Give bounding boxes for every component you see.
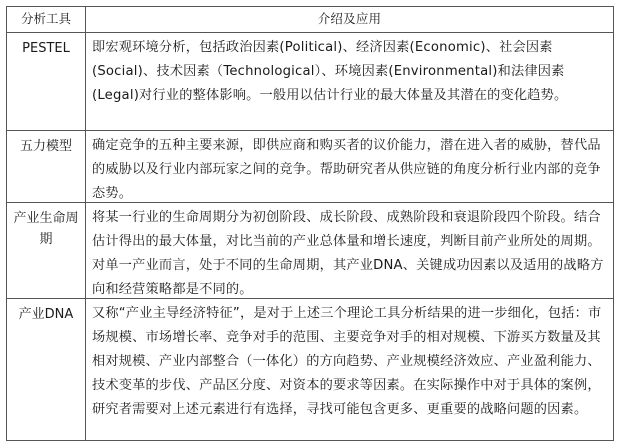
header-tool: 分析工具 — [7, 7, 86, 32]
table-row — [7, 298, 613, 440]
tool-name: 产业生命周期 — [7, 203, 86, 298]
table-header-row — [7, 7, 613, 32]
header-description: 介绍及应用 — [317, 11, 382, 26]
table-row — [7, 130, 613, 202]
table-row — [7, 32, 613, 130]
table-row — [7, 202, 613, 298]
tool-name: 产业DNA — [7, 299, 86, 440]
tool-description: 将某一行业的生命周期分为初创阶段、成长阶段、成熟阶段和衰退阶段四个阶段。结合估计得出的最大体量，对比当前的产业总体量和增长速度，判断目前产业所处的周期。对单一产业而言，处于不同的生命周期，其产业DNA、关键成功因素以及适用的战略方向和经营策略都是不同的。 — [92, 210, 604, 297]
tool-description: 即宏观环境分析，包括政治因素(Political)、经济因素(Economic)、社会因素(Social)、技术因素（Technological）、环境因素(Environmental)和法律因素(Legal)对行业的整体影响。一般用以估计行业的最大体量及其潜在的变化趋势。 — [92, 40, 568, 103]
tool-name: PESTEL — [7, 33, 86, 130]
tool-description: 确定竞争的五种主要来源，即供应商和购买者的议价能力，潜在进入者的威胁，替代品的威胁以及行业内部玩家之间的竞争。帮助研究者从供应链的角度分析行业内部的竞争态势。 — [92, 138, 601, 201]
tool-name: 五力模型 — [7, 131, 86, 202]
tool-description: 又称“产业主导经济特征”，是对于上述三个理论工具分析结果的进一步细化，包括：市场规模、市场增长率、竞争对手的范围、主要竞争对手的相对规模、下游买方数量及其相对规模、产业内部整合（一体化）的方向趋势、产业规模经济效应、产业盈利能力、技术变革的步伐、产品区分度、对资本的要求等因素。在实际操作中对于具体的案例，研究者需要对上述元素进行有选择，寻找可能包含更多、更重要的战略问题的因素。 — [92, 306, 602, 417]
analysis-tools-table — [6, 6, 614, 441]
